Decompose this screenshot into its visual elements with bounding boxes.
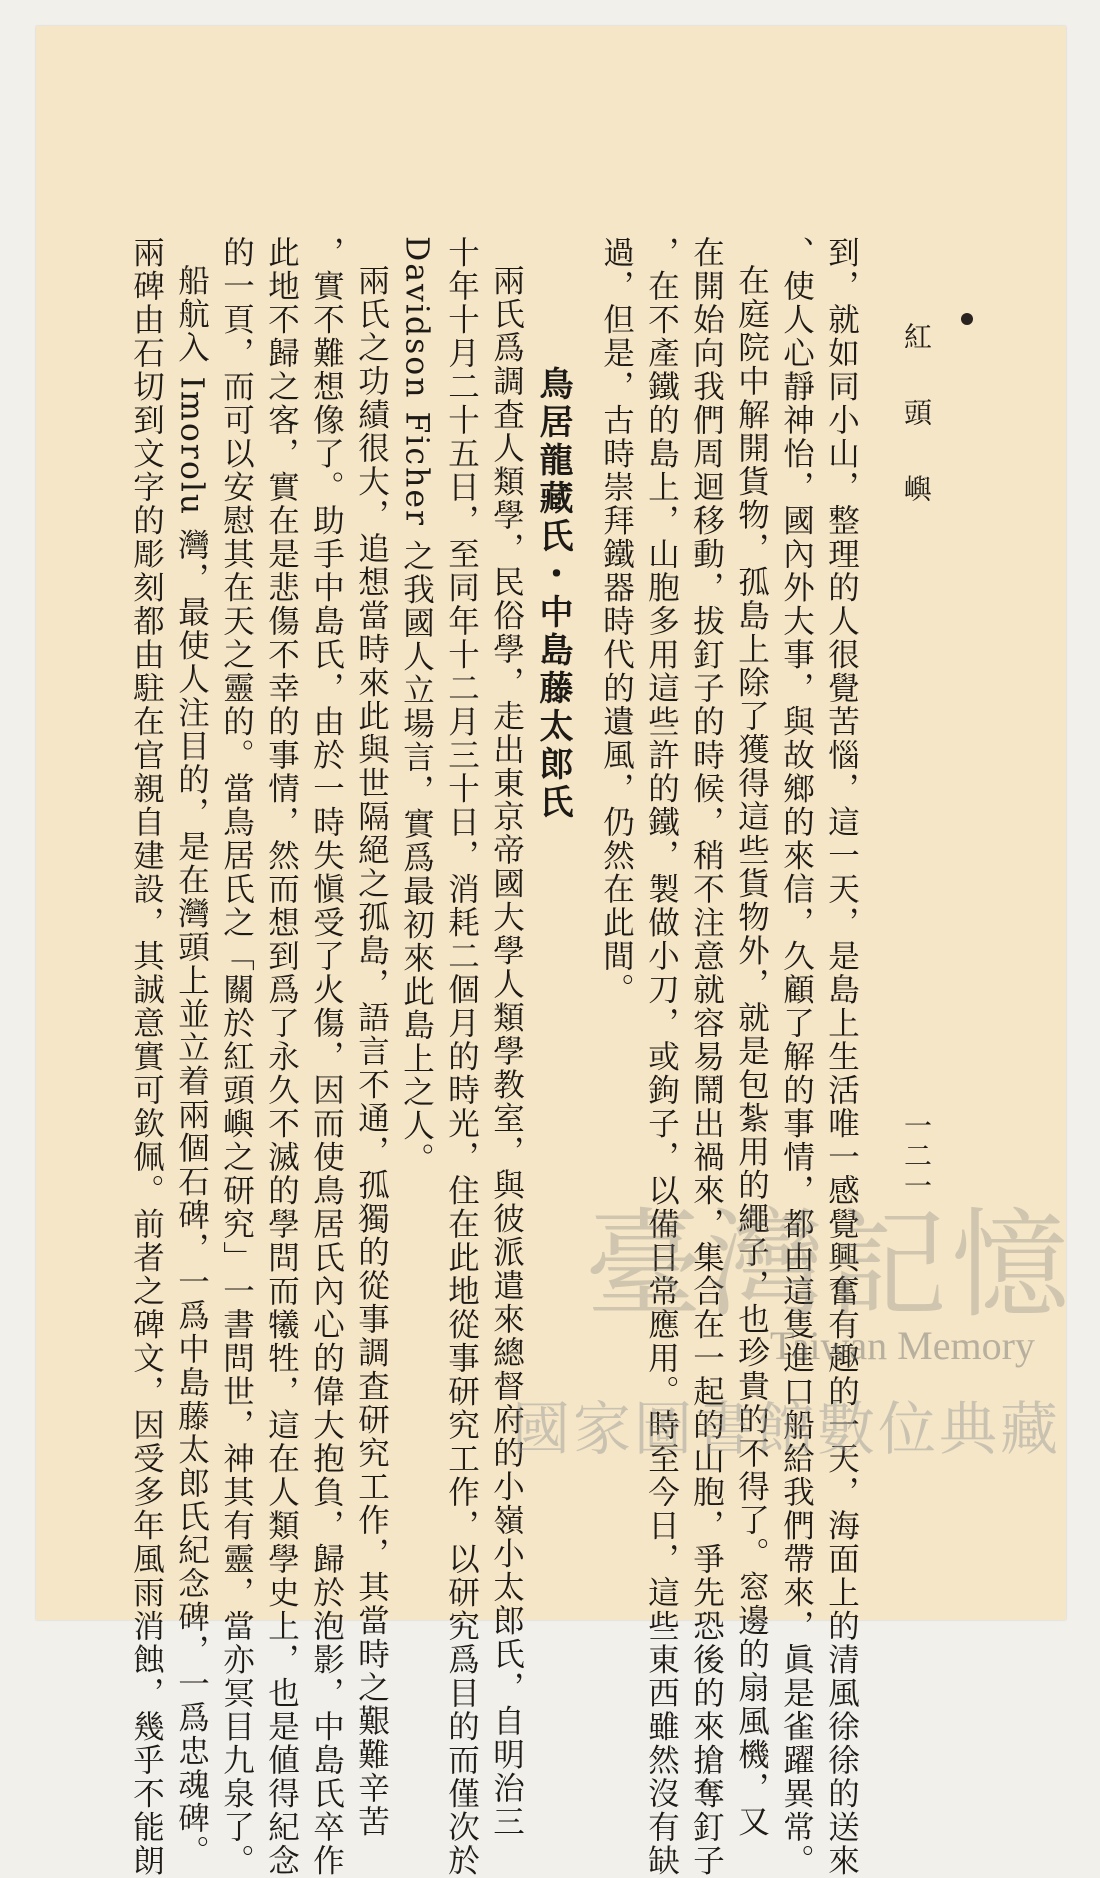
text-column: 、使人心靜神怡，國內外大事，與故鄉的來信，久顧了解的事情，都由這隻進口船給我們帶來，眞是雀躍異常。 (778, 236, 815, 1878)
text-column: Davidson Ficher 之我國人立場言，實爲最初來此島上之人。 (398, 236, 435, 1176)
section-heading: 鳥居龍藏氏・中島藤太郎氏 (533, 366, 573, 822)
text-column: ，實不難想像了。助手中島氏，由於一時失愼受了火傷，因而使鳥居氏內心的偉大抱負，歸於泡影，中島氏卒作 (308, 236, 345, 1878)
text-column: 十年十月二十五日，至同年十二月三十日，消耗二個月的時光，住在此地從事研究工作，以研究爲目的而僅次於 (443, 236, 480, 1878)
watermark-script: 臺灣記憶 (585, 1196, 1074, 1334)
text-column: 兩碑由石切到文字的彫刻都由駐在官親自建設，其誠意實可欽佩。前者之碑文，因受多年風雨消蝕，幾乎不能朗 (128, 236, 165, 1878)
text-column: ，在不產鐵的島上，山胞多用這些許的鐵，製做小刀，或鉤子，以備日常應用。時至今日，這些東西雖然沒有缺 (643, 236, 680, 1878)
text-column: 過，但是，古時崇拜鐵器時代的遺風，仍然在此間。 (598, 236, 635, 1007)
text-column: 此地不歸之客，實在是悲傷不幸的事情，然而想到爲了永久不滅的學問而犧牲，這在人類學史上，也是値得紀念 (263, 236, 300, 1878)
text-column: 到，就如同小山，整理的人很覺苦惱，這一天，是島上生活唯一感覺興奮有趣的一天，海面上的清風徐徐的送來 (823, 236, 860, 1878)
text-column: 在庭院中解開貨物，孤島上除了獲得這些貨物外，就是包紮用的繩子，也珍貴的不得了。窓邊的扇風機，又 (733, 264, 770, 1839)
watermark-english: Taiwan Memory (770, 1323, 1035, 1368)
text-column: 兩氏之功績很大，追想當時來此與世隔絕之孤島，語言不通，孤獨的從事調査研究工作，其當時之艱難辛苦 (353, 264, 390, 1839)
text-column: 的一頁，而可以安慰其在天之靈的。當鳥居氏之「關於紅頭嶼之研究」一書問世，神其有靈，當亦冥目九泉了。 (218, 236, 255, 1878)
text-column: 船航入 Imorolu 灣，最使人注目的，是在灣頭上並立着兩個石碑，一爲中島藤太郎氏紀念碑，一爲忠魂碑。 (173, 264, 210, 1869)
ink-dot (961, 313, 973, 325)
watermark-chinese: 國家圖書館數位典藏 (512, 1395, 1062, 1463)
text-column: 兩氏爲調査人類學，民俗學，走出東京帝國大學人類學教室，與彼派遣來總督府的小嶺小太郎氏，自明治三 (488, 264, 525, 1839)
book-page (36, 26, 1066, 1878)
running-title: 紅頭嶼 (900, 322, 933, 550)
text-column: 在開始向我們周迴移動，拔釘子的時候，稍不注意就容易鬧出禍來，集合在一起的山胞，爭先恐後的來搶奪釘子 (688, 236, 725, 1878)
page-number: 一二一 (900, 1111, 933, 1201)
